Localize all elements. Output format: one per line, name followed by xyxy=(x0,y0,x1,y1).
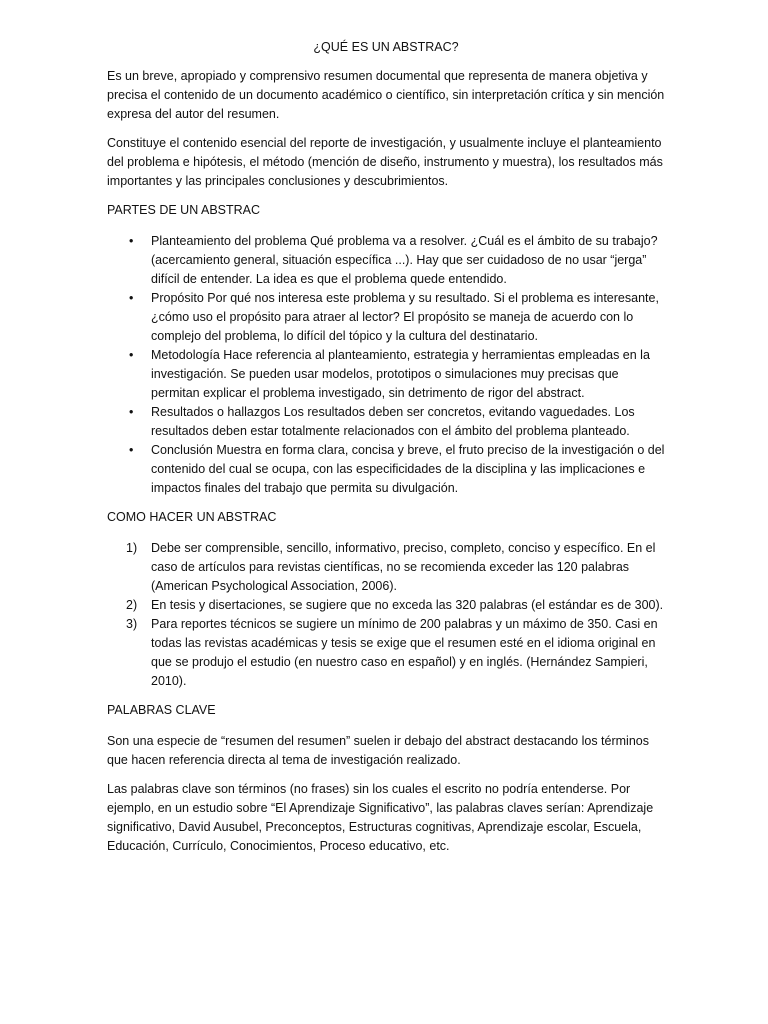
parts-list-item xyxy=(107,346,665,403)
bullet-icon: • xyxy=(129,405,134,419)
bullet-icon: • xyxy=(129,234,134,248)
list-number: 2) xyxy=(126,598,138,612)
howto-list-item xyxy=(107,596,665,615)
parts-list-item xyxy=(107,403,665,441)
list-number: 1) xyxy=(126,541,138,555)
parts-item-text: Planteamiento del problema Qué problema va a resolver. ¿Cuál es el ámbito de su trabajo? (acercamiento general, situación específica ...). Hay que ser cuidadoso de no usar “jerga” difícil de entender. La idea es que el problema quede entendido. xyxy=(151,234,658,286)
intro-paragraph-2: Constituye el contenido esencial del reporte de investigación, y usualmente incluye el planteamiento del problema e hipótesis, el método (mención de diseño, instrumento y muestra), los resultados más importantes y las principales conclusiones y descubrimientos. xyxy=(107,136,663,188)
howto-item-text: En tesis y disertaciones, se sugiere que no exceda las 320 palabras (el estándar es de 300). xyxy=(151,598,664,612)
keywords-paragraph-1: Son una especie de “resumen del resumen” suelen ir debajo del abstract destacando los términos que hacen referencia directa al tema de investigación realizado. xyxy=(107,734,649,767)
document-title: ¿QUÉ ES UN ABSTRAC? xyxy=(313,40,459,54)
parts-item-text: Conclusión Muestra en forma clara, concisa y breve, el fruto preciso de la investigación o del contenido del cual se ocupa, con las especificidades de la disciplina y las implicaciones e impactos finales del trabajo que permita su divulgación. xyxy=(151,443,665,495)
list-number: 3) xyxy=(126,617,138,631)
bullet-icon: • xyxy=(129,291,134,305)
keywords-paragraph-2: Las palabras clave son términos (no frases) sin los cuales el escrito no podría entenderse. Por ejemplo, en un estudio sobre “El Aprendizaje Significativo”, las palabras claves serían: Aprendizaje significativo, David Ausubel, Preconceptos, Estructuras cognitivas, Aprendizaje escolar, Escuela, Educación, Currículo, Conocimientos, Proceso educativo, etc. xyxy=(107,782,654,853)
parts-item-text: Resultados o hallazgos Los resultados deben ser concretos, evitando vaguedades. Los resultados deben estar totalmente relacionados con el ámbito del problema planteado. xyxy=(151,405,635,438)
parts-list-item xyxy=(107,289,665,346)
howto-list xyxy=(107,539,665,691)
parts-list xyxy=(107,232,665,498)
bullet-icon: • xyxy=(129,443,134,457)
howto-list-item xyxy=(107,539,665,596)
howto-item-text: Para reportes técnicos se sugiere un mínimo de 200 palabras y un máximo de 350. Casi en todas las revistas académicas y tesis se exige que el resumen esté en el idioma original en que se produjo el estudio (en nuestro caso en español) y en inglés. (Hernández Sampieri, 2010). xyxy=(151,617,658,688)
keywords-heading: PALABRAS CLAVE xyxy=(107,703,216,717)
intro-paragraph-1: Es un breve, apropiado y comprensivo resumen documental que representa de manera objetiva y precisa el contenido de un documento académico o científico, sin interpretación crítica y sin mención expresa del autor del resumen. xyxy=(107,69,665,121)
parts-list-item xyxy=(107,441,665,498)
parts-list-item xyxy=(107,232,665,289)
parts-item-text: Propósito Por qué nos interesa este problema y su resultado. Si el problema es interesante, ¿cómo uso el propósito para atraer al lector? El propósito se maneja de acuerdo con lo complejo del problema, lo difícil del tópico y la cultura del destinatario. xyxy=(151,291,659,343)
howto-list-item xyxy=(107,615,665,691)
bullet-icon: • xyxy=(129,348,134,362)
parts-item-text: Metodología Hace referencia al planteamiento, estrategia y herramientas empleadas en la investigación. Se pueden usar modelos, prototipos o simulaciones muy precisas que permitan explicar el problema investigado, sin detrimento de rigor del abstract. xyxy=(151,348,650,400)
parts-heading: PARTES DE UN ABSTRAC xyxy=(107,203,261,217)
howto-item-text: Debe ser comprensible, sencillo, informativo, preciso, completo, conciso y específico. En el caso de artículos para revistas científicas, no se recomienda exceder las 120 palabras (American Psychological Association, 2006). xyxy=(151,541,656,593)
howto-heading: COMO HACER UN ABSTRAC xyxy=(107,510,277,524)
document-page xyxy=(107,38,665,866)
